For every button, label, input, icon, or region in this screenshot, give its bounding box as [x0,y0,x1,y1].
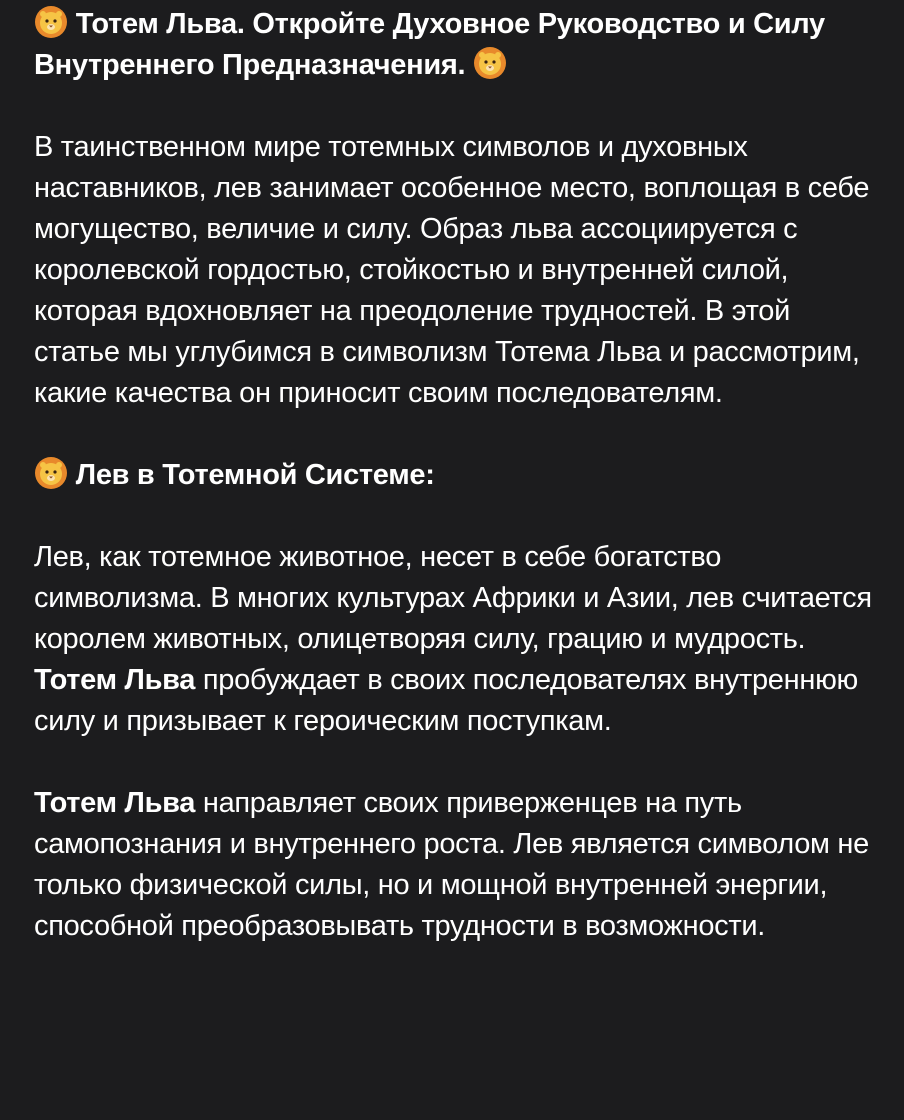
lion-face-icon [34,5,68,39]
intro-paragraph: В таинственном мире тотемных символов и духовных наставников, лев занимает особенное место, воплощая в себе могущество, величие и силу. Образ льва ассоциируется с королевской гордостью, стойкостью и внутренней силой, которая вдохновляет на преодоление трудностей. В этой статье мы углубимся в символизм Тотема Льва и рассмотрим, какие качества он приносит своим последователям. [34,131,870,409]
paragraph-gap [34,496,874,537]
section-heading [34,455,874,496]
paragraph-text: направляет своих приверженцев на путь самопознания и внутреннего роста. Лев является символом не только физической силы, но и мощной внутренней энергии, способной преобразовывать трудности в возможности. [34,787,869,942]
lion-face-icon [34,456,68,490]
bold-phrase: Тотем Льва [34,664,196,696]
paragraph-text: Лев, как тотемное животное, несет в себе богатство символизма. В многих культурах Африки и Азии, лев считается королем животных, олицетворяя силу, грацию и мудрость. [34,541,872,655]
lion-face-icon [473,46,507,80]
post-title [34,4,874,86]
paragraph-text: пробуждает в своих последователях внутреннюю силу и призывает к героическим поступкам. [34,664,858,737]
bold-phrase: Тотем Льва [34,787,196,819]
section-heading-text: Лев в Тотемной Системе: [75,459,435,491]
paragraph-lion-totem-system [34,537,874,742]
post-title-text: Тотем Льва. Откройте Духовное Руководство и Силу Внутреннего Предназначения. [34,8,825,81]
paragraph-gap [34,414,874,455]
paragraph-gap [34,86,874,127]
paragraph-self-knowledge [34,783,874,947]
paragraph-gap [34,742,874,783]
